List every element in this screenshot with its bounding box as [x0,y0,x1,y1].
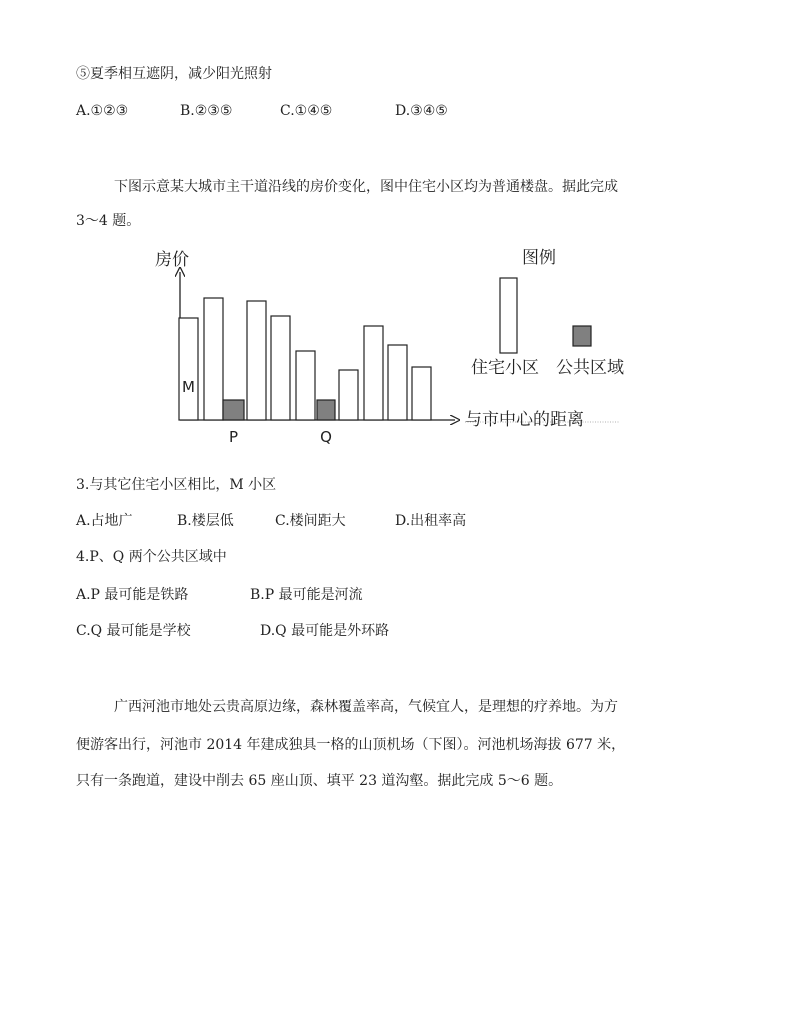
intro-q5-6-line1: 广西河池市地处云贵高原边缘，森林覆盖率高，气候宜人，是理想的疗养地。为方 [114,699,618,715]
q4-stem: 4.P、Q 两个公共区域中 [76,549,227,565]
residential-bar-7 [339,370,358,420]
intro-q5-6-line2: 便游客出行，河池市 2014 年建成独具一格的山顶机场（下图）。河池机场海拔 677 米， [76,737,626,753]
x-axis-label: 与市中心的距离 [465,410,584,430]
q2-option-c: C.①④⑤ [280,103,333,119]
bars-group [179,298,431,446]
legend-swatch-residential [500,278,517,353]
house-price-chart [150,240,650,450]
legend-label-residential: 住宅小区 [471,358,539,378]
q4-option-c: C.Q 最可能是学校 [76,623,191,639]
bar-label-P: P [228,428,239,446]
q3-option-c: C.楼间距大 [275,513,346,529]
q2-option-a: A.①②③ [76,103,129,119]
bar-label-Q: Q [320,428,332,446]
q2-item-5: ⑤夏季相互遮阴，减少阳光照射 [76,66,272,82]
residential-bar-5 [296,351,315,420]
residential-bar-4 [271,316,290,420]
q4-option-b: B.P 最可能是河流 [250,587,363,603]
q2-option-b: B.②③⑤ [180,103,233,119]
residential-bar-9 [388,345,407,420]
q3-option-a: A.占地广 [76,513,133,529]
q2-option-d: D.③④⑤ [395,103,448,119]
intro-q5-6-line3: 只有一条跑道，建设中削去 65 座山顶、填平 23 道沟壑。据此完成 5～6 题。 [76,773,563,789]
bar-label-M: M [182,378,195,396]
residential-bar-3 [247,301,266,420]
q4-option-d: D.Q 最可能是外环路 [260,623,390,639]
residential-bar-1 [204,298,223,420]
public-area-bar-2 [223,400,244,420]
intro-q3-4-line1: 下图示意某大城市主干道沿线的房价变化，图中住宅小区均为普通楼盘。据此完成 [114,179,618,195]
public-area-bar-6 [317,400,335,420]
q3-option-b: B.楼层低 [177,513,234,529]
q3-stem: 3.与其它住宅小区相比，M 小区 [76,477,277,493]
residential-bar-0 [179,318,198,420]
y-axis-label: 房价 [155,250,189,270]
legend-title: 图例 [522,248,556,268]
intro-q3-4-line2: 3～4 题。 [76,213,141,229]
residential-bar-8 [364,326,383,420]
q4-option-a: A.P 最可能是铁路 [76,587,189,603]
legend-swatch-public [573,326,591,346]
q3-option-d: D.出租率高 [395,513,467,529]
legend-label-public: 公共区域 [556,358,624,378]
residential-bar-10 [412,367,431,420]
